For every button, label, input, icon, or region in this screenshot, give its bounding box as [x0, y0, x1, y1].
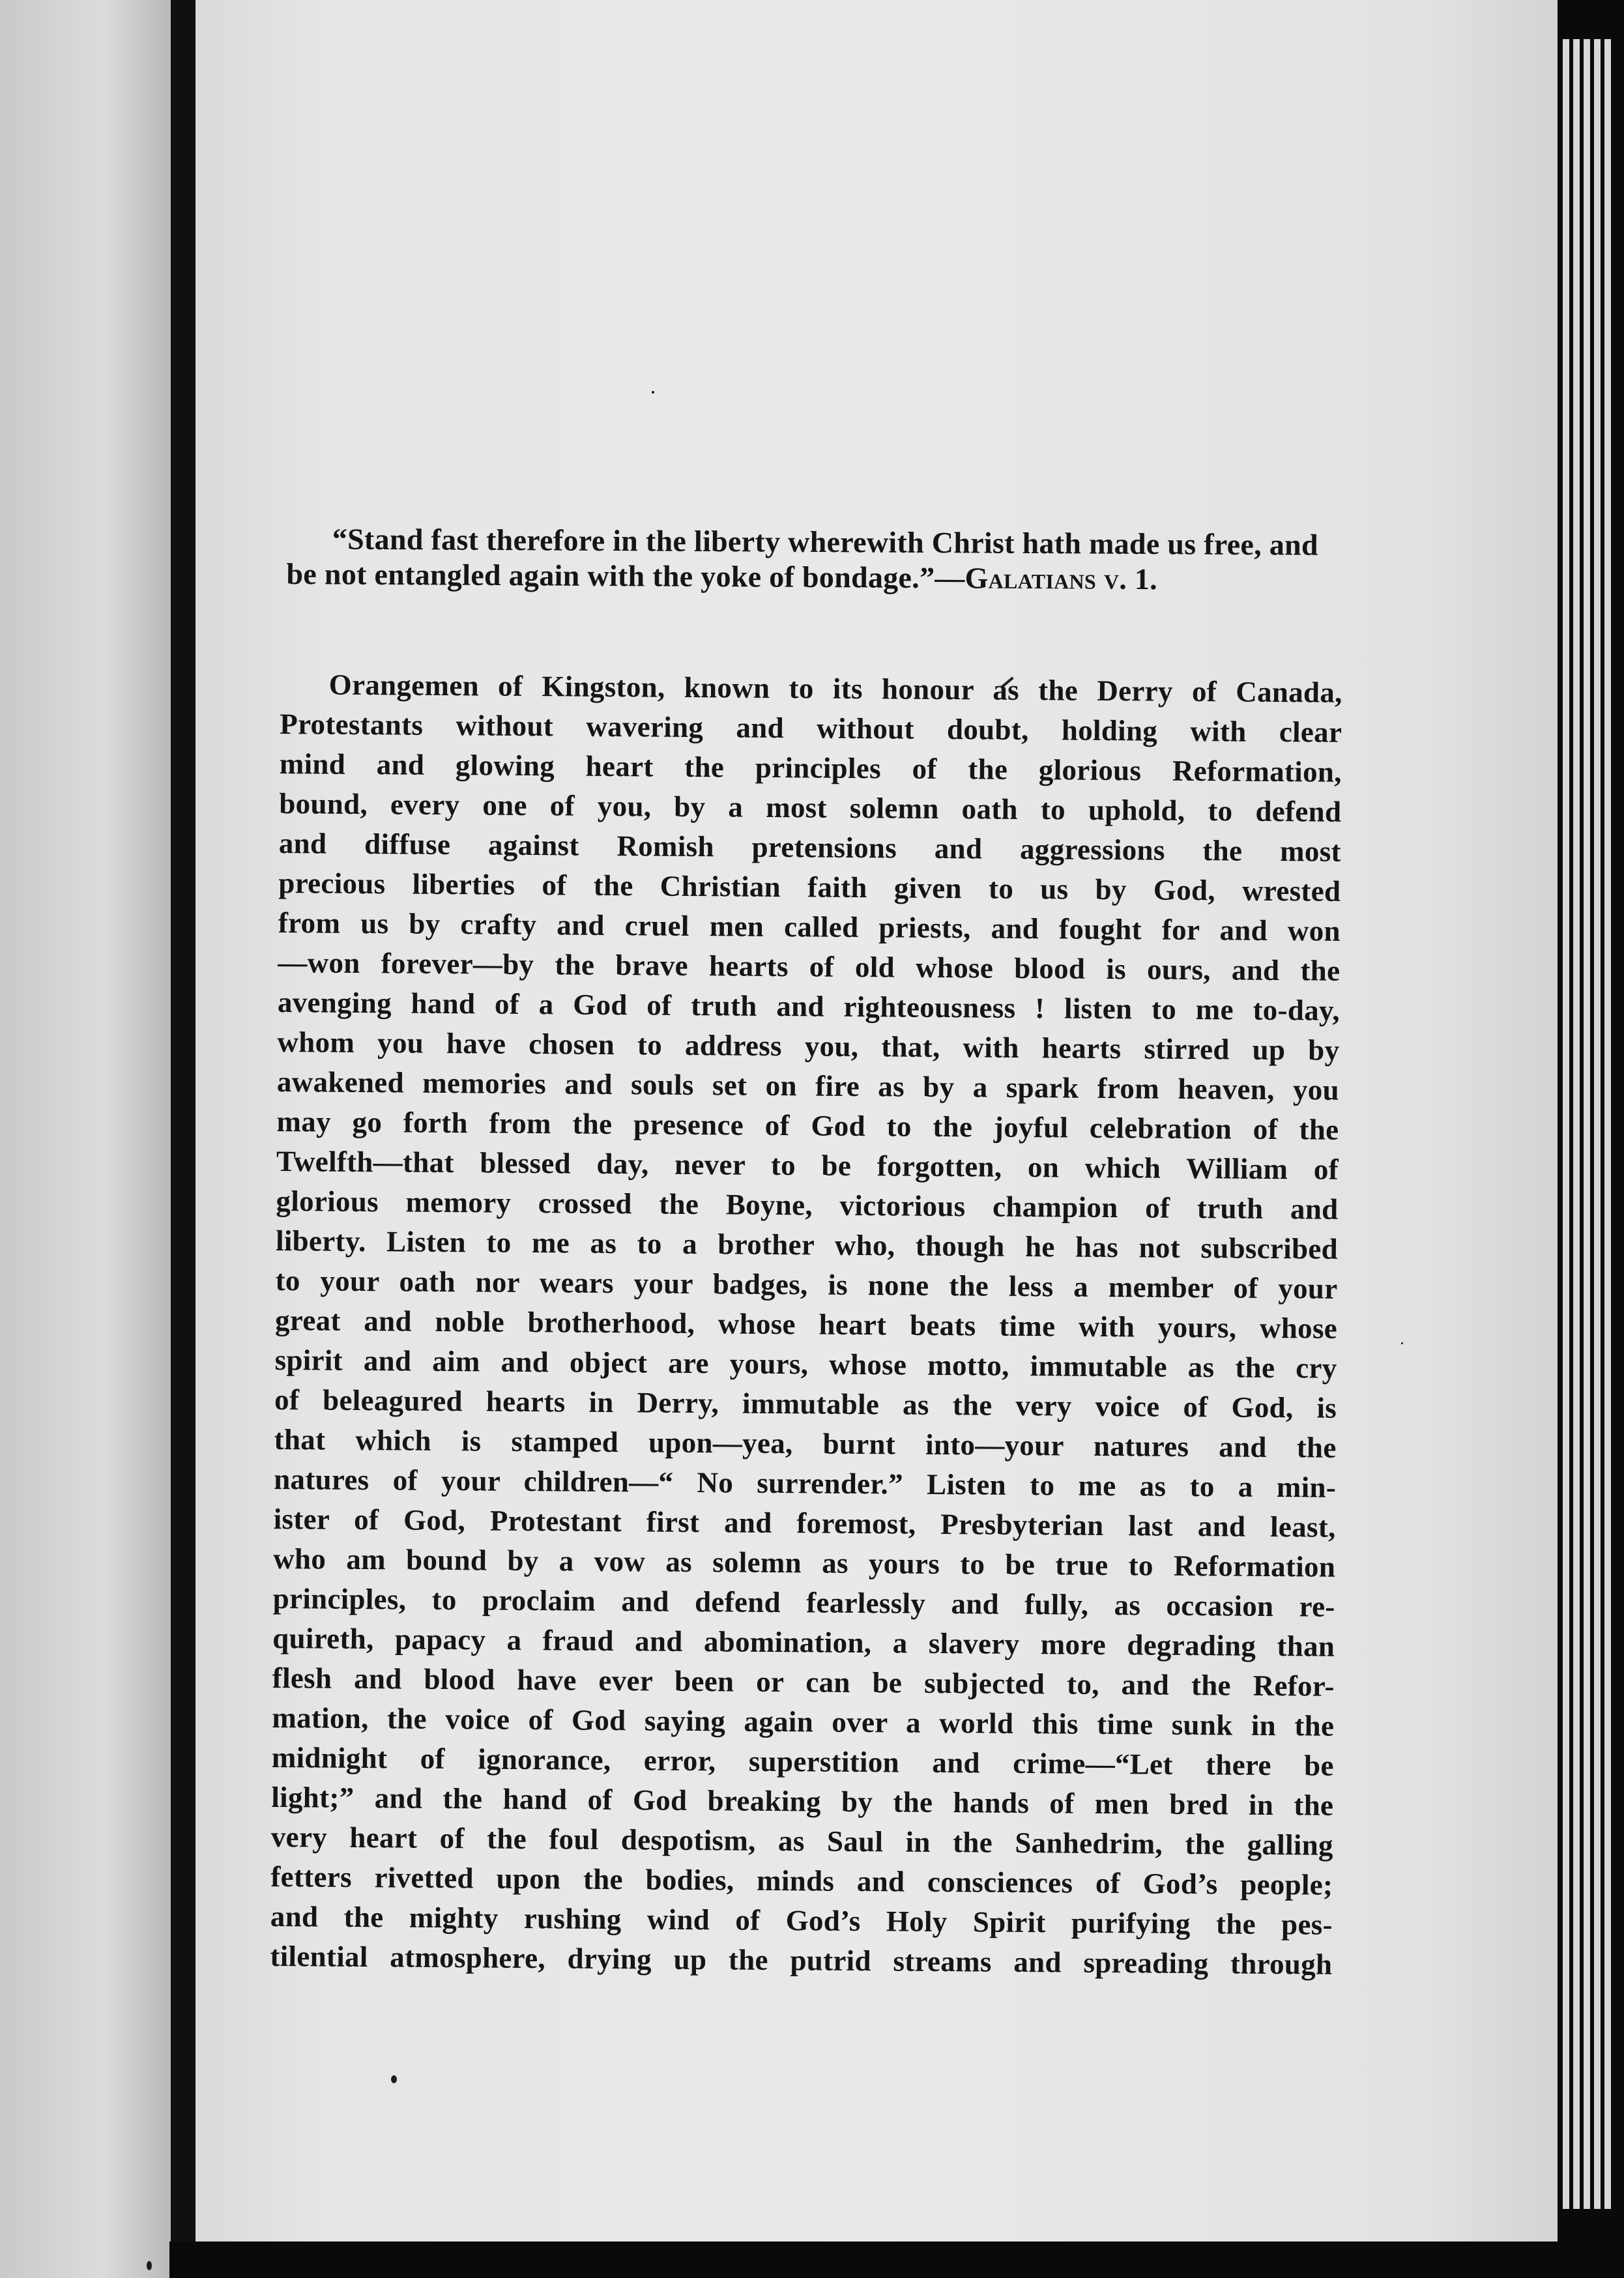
body-line: Orangemen of Kingston, known to its honour as the Derry of Canada,: [328, 668, 1342, 709]
body-line: spirit and aim and object are yours, whose motto, immutable as the cry: [274, 1343, 1337, 1385]
body-line: that which is stamped upon—yea, burnt into—your natures and the: [274, 1422, 1337, 1464]
ink-speck: [652, 391, 654, 394]
body-line: may go forth from the presence of God to the joyful celebration of the: [276, 1104, 1339, 1146]
body-line: flesh and blood have ever been or can be subjected to, and the Refor-: [272, 1661, 1335, 1703]
body-line: quireth, papacy a fraud and abomination, a slavery more degrading than: [272, 1621, 1335, 1663]
page-edge: [1563, 39, 1569, 2209]
body-line: ister of God, Protestant first and foremost, Presbyterian last and least,: [273, 1502, 1336, 1544]
body-line: glorious memory crossed the Boyne, victorious champion of truth and: [276, 1184, 1339, 1226]
body-line: Protestants without wavering and without doubt, holding with clear: [280, 707, 1342, 749]
body-line: and the mighty rushing wind of God’s Holy Spirit purifying the pes-: [270, 1899, 1333, 1941]
body-line: liberty. Listen to me as to a brother who, though he has not subscribed: [275, 1224, 1339, 1265]
page-edge: [1604, 39, 1611, 2209]
body-line: awakened memories and souls set on fire as by a spark from heaven, you: [276, 1065, 1340, 1106]
left-facing-page: [0, 0, 171, 2278]
epigraph-reference: Galatians v. 1.: [964, 561, 1158, 596]
body-line: bound, every one of you, by a most solemn oath to uphold, to defend: [279, 786, 1342, 828]
ink-speck: [1401, 1342, 1403, 1344]
body-line: light;” and the hand of God breaking by the hands of men bred in the: [271, 1780, 1334, 1822]
body-line: fetters rivetted upon the bodies, minds and consciences of God’s people;: [270, 1860, 1333, 1901]
body-line: mind and glowing heart the principles of the glorious Reformation,: [279, 747, 1342, 788]
body-line: of beleagured hearts in Derry, immutable as the very voice of God, is: [274, 1383, 1337, 1424]
body-line: —won forever—by the brave hearts of old whose blood is ours, and the: [278, 945, 1341, 987]
ink-speck: [147, 2261, 152, 2270]
body-line: Twelfth—that blessed day, never to be forgotten, on which William of: [276, 1144, 1339, 1186]
body-line: avenging hand of a God of truth and righteousness ! listen to me to-day,: [277, 985, 1341, 1027]
body-line: from us by crafty and cruel men called priests, and fought for and won: [278, 906, 1341, 947]
bottom-border: [169, 2242, 1624, 2278]
body-line: who am bound by a vow as solemn as yours to be true to Reformation: [273, 1542, 1336, 1583]
body-line: precious liberties of the Christian faith given to us by God, wrested: [278, 866, 1341, 908]
page-edge: [1584, 39, 1590, 2209]
body-line: mation, the voice of God saying again over a world this time sunk in the: [272, 1701, 1335, 1742]
body-line: midnight of ignorance, error, superstition and crime—“Let there be: [271, 1740, 1334, 1782]
body-line: great and noble brotherhood, whose heart beats time with yours, whose: [274, 1303, 1338, 1345]
page-edge: [1594, 39, 1601, 2209]
body-line: principles, to proclaim and defend fearlessly and fully, as occasion re-: [272, 1581, 1335, 1623]
epigraph-text: “Stand fast therefore in the liberty wherewith Christ hath made us free, and be not entangled again with the yoke of bondage.”—: [286, 522, 1319, 595]
body-line: whom you have chosen to address you, that, with hearts stirred up by: [277, 1025, 1340, 1067]
body-line: very heart of the foul despotism, as Saul in the Sanhedrim, the galling: [270, 1820, 1334, 1862]
body-text: [270, 665, 1342, 1985]
body-line: to your oath nor wears your badges, is none the less a member of your: [275, 1263, 1338, 1305]
page-edge: [1573, 39, 1580, 2209]
epigraph-quote: [286, 521, 1356, 598]
body-line: natures of your children—“ No surrender.” Listen to me as to a min-: [273, 1462, 1337, 1504]
ink-speck: [391, 2075, 397, 2083]
epigraph: [286, 521, 1356, 598]
body-line: and diffuse against Romish pretensions and aggressions the most: [278, 826, 1341, 868]
body-line: tilential atmosphere, drying up the putrid streams and spreading through: [270, 1939, 1333, 1981]
book-gutter: [171, 0, 197, 2278]
